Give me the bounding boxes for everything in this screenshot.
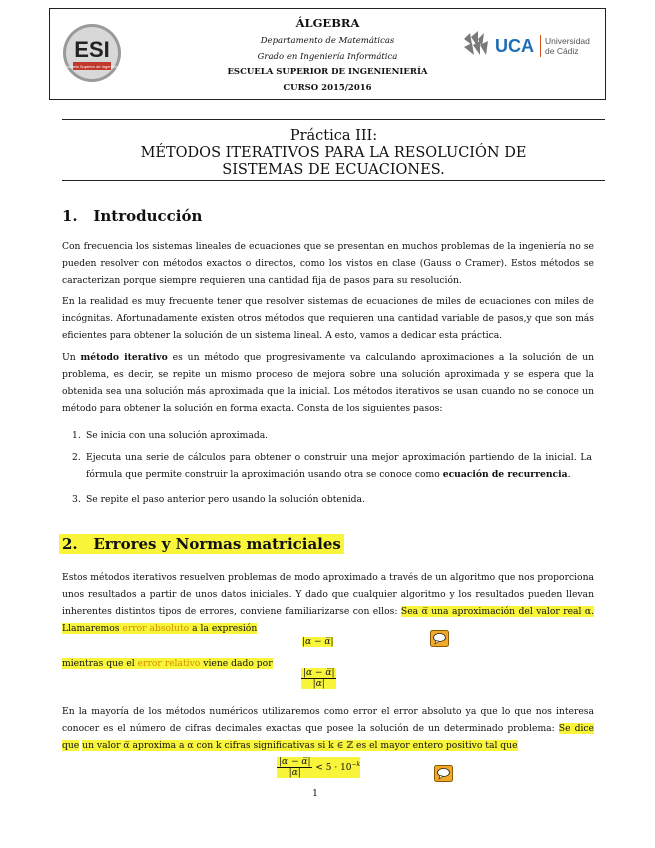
section-1-heading <box>62 207 202 225</box>
header-degree: Grado en Ingeniería Informática <box>257 52 398 62</box>
s2p2-post: viene dado por <box>203 658 273 669</box>
list-item-text: Se inicia con una solución aproximada. <box>86 430 269 441</box>
list-item <box>72 450 592 484</box>
s2p2-highlight <box>62 658 273 669</box>
s2p2-pre: mientras que el <box>62 658 135 669</box>
page-number: 1 <box>312 788 319 799</box>
s2p3-highlight-b: un valor α̅ aproxima a α con k cifras significativas si k ∈ ℤ es el mayor entero positivo tal que <box>82 739 518 751</box>
p3-post: es un método que progresivamente va calculando aproximaciones a la solución de un problema, es decir, se repite un mismo proceso de mejora sobre una solución aproximada y se espera que la obtenida sea una solución más aproximada que la inicial. Los métodos iterativos se usan cuando no se conoce un método para obtener la solución en forma exacta. Consta de los siguientes pasos: <box>62 352 595 414</box>
s2p1-hl-b-pre: Llamaremos <box>62 622 120 634</box>
section-2-heading <box>59 534 344 554</box>
formula-absolute-error: |α − α̅| <box>302 637 334 647</box>
title-line-3: SISTEMAS DE ECUACIONES. <box>222 162 445 178</box>
frac-numerator: |α − α̅| <box>303 668 335 678</box>
error-absoluto-term: error absoluto <box>122 622 190 634</box>
step2-post: . <box>567 468 571 480</box>
title-rule-top <box>62 119 605 120</box>
uca-logo-subtext-2: de Cádiz <box>545 46 579 56</box>
comment-icon[interactable] <box>430 630 449 647</box>
s2p3-plain: En la mayoría de los métodos numéricos utilizaremos como error el error absoluto ya que lo que nos interesa conocer es el número de cifras decimales exactas que posee la solución de un determinado problema: <box>62 706 594 734</box>
header-box <box>49 8 606 100</box>
esi-logo-text: ESI <box>74 37 110 62</box>
s2p1-hl-b-post: a la expresión <box>192 622 258 634</box>
section-1-paragraph-3 <box>62 350 594 418</box>
formula-significant-figures <box>277 757 360 778</box>
uca-logo-text: UCA <box>495 36 534 56</box>
frac-denominator: |α| <box>288 768 301 778</box>
s2p1-highlight-a: Sea α̅ una aproximación del valor real α. <box>400 605 594 617</box>
section-2-number: 2. <box>62 535 78 553</box>
uca-logo <box>462 29 602 65</box>
s2p3-highlight-a: Se dice que <box>62 722 594 751</box>
step2-pre: Ejecuta una serie de cálculos para obtener o construir una mejor aproximación partiendo de la inicial. La fórmula que permite construir la aproximación usando otra se conoce como <box>86 452 592 480</box>
title-line-2: MÉTODOS ITERATIVOS PARA LA RESOLUCIÓN DE <box>140 145 527 161</box>
header-course: CURSO 2015/2016 <box>283 83 372 93</box>
list-item <box>72 492 592 509</box>
formula-exponent: −k <box>351 761 361 768</box>
comment-icon[interactable] <box>434 765 453 782</box>
p3-bold-term: método iterativo <box>80 352 168 363</box>
frac-denominator: |α| <box>312 679 325 689</box>
step2-bold-term: ecuación de recurrencia <box>442 468 568 480</box>
s2p1-highlight-b <box>62 623 257 634</box>
section-1-paragraph-1: Con frecuencia los sistemas lineales de ecuaciones que se presentan en muchos problemas de la ingeniería no se pueden resolver con métodos exactos o directos, como los vistos en clase (Gauss o Cramer). Estos métodos se caracterizan porque siempre requieren una cantidad fija de pasos para su resolución. <box>62 241 594 286</box>
esi-logo-subtext: Escuela Superior de Ingeniería <box>64 64 120 69</box>
header-department: Departamento de Matemáticas <box>260 36 395 46</box>
formula-rhs: < 5 · 10 <box>315 763 352 773</box>
frac-numerator: |α − α̅| <box>279 757 311 767</box>
section-2-paragraph-3 <box>62 704 594 755</box>
list-item <box>72 428 592 445</box>
list-item-number: 3. <box>72 494 81 505</box>
section-2-paragraph-1 <box>62 570 594 638</box>
section-1-title: Introducción <box>93 207 203 225</box>
section-2-title: Errores y Normas matriciales <box>93 535 341 553</box>
section-1-number: 1. <box>62 207 78 225</box>
header-title: ÁLGEBRA <box>295 16 360 30</box>
list-item-number: 2. <box>72 452 81 463</box>
list-item-number: 1. <box>72 430 81 441</box>
section-1-paragraph-2: En la realidad es muy frecuente tener que resolver sistemas de ecuaciones de miles de ecuaciones con miles de incógnitas. Afortunadamente existen otros métodos que requieren una cantidad variable de pasos,y que son más eficientes para obtener la solución de un sistema lineal. A esto, vamos a dedicar esta práctica. <box>62 296 594 341</box>
formula-relative-error <box>301 668 336 689</box>
uca-logo-subtext-1: Universidad <box>545 36 590 46</box>
header-school: ESCUELA SUPERIOR DE INGENIENIERÍA <box>227 67 428 77</box>
p3-pre: Un <box>62 352 76 363</box>
error-relativo-term: error relativo <box>137 658 201 669</box>
list-item-text: Se repite el paso anterior pero usando la solución obtenida. <box>86 494 365 505</box>
section-2-paragraph-2 <box>62 656 273 673</box>
list-item-text <box>86 450 592 484</box>
title-rule-bottom <box>62 180 605 181</box>
title-line-1: Práctica III: <box>289 128 378 144</box>
s2p1-plain: Estos métodos iterativos resuelven problemas de modo aproximado a través de un algoritmo que nos proporciona unos resultados a partir de unos datos iniciales. Y dado que cualquier algoritmo y los resultados pueden llevan inherentes distintos tipos de errores, conviene familiarizarse con ellos: <box>62 572 594 617</box>
